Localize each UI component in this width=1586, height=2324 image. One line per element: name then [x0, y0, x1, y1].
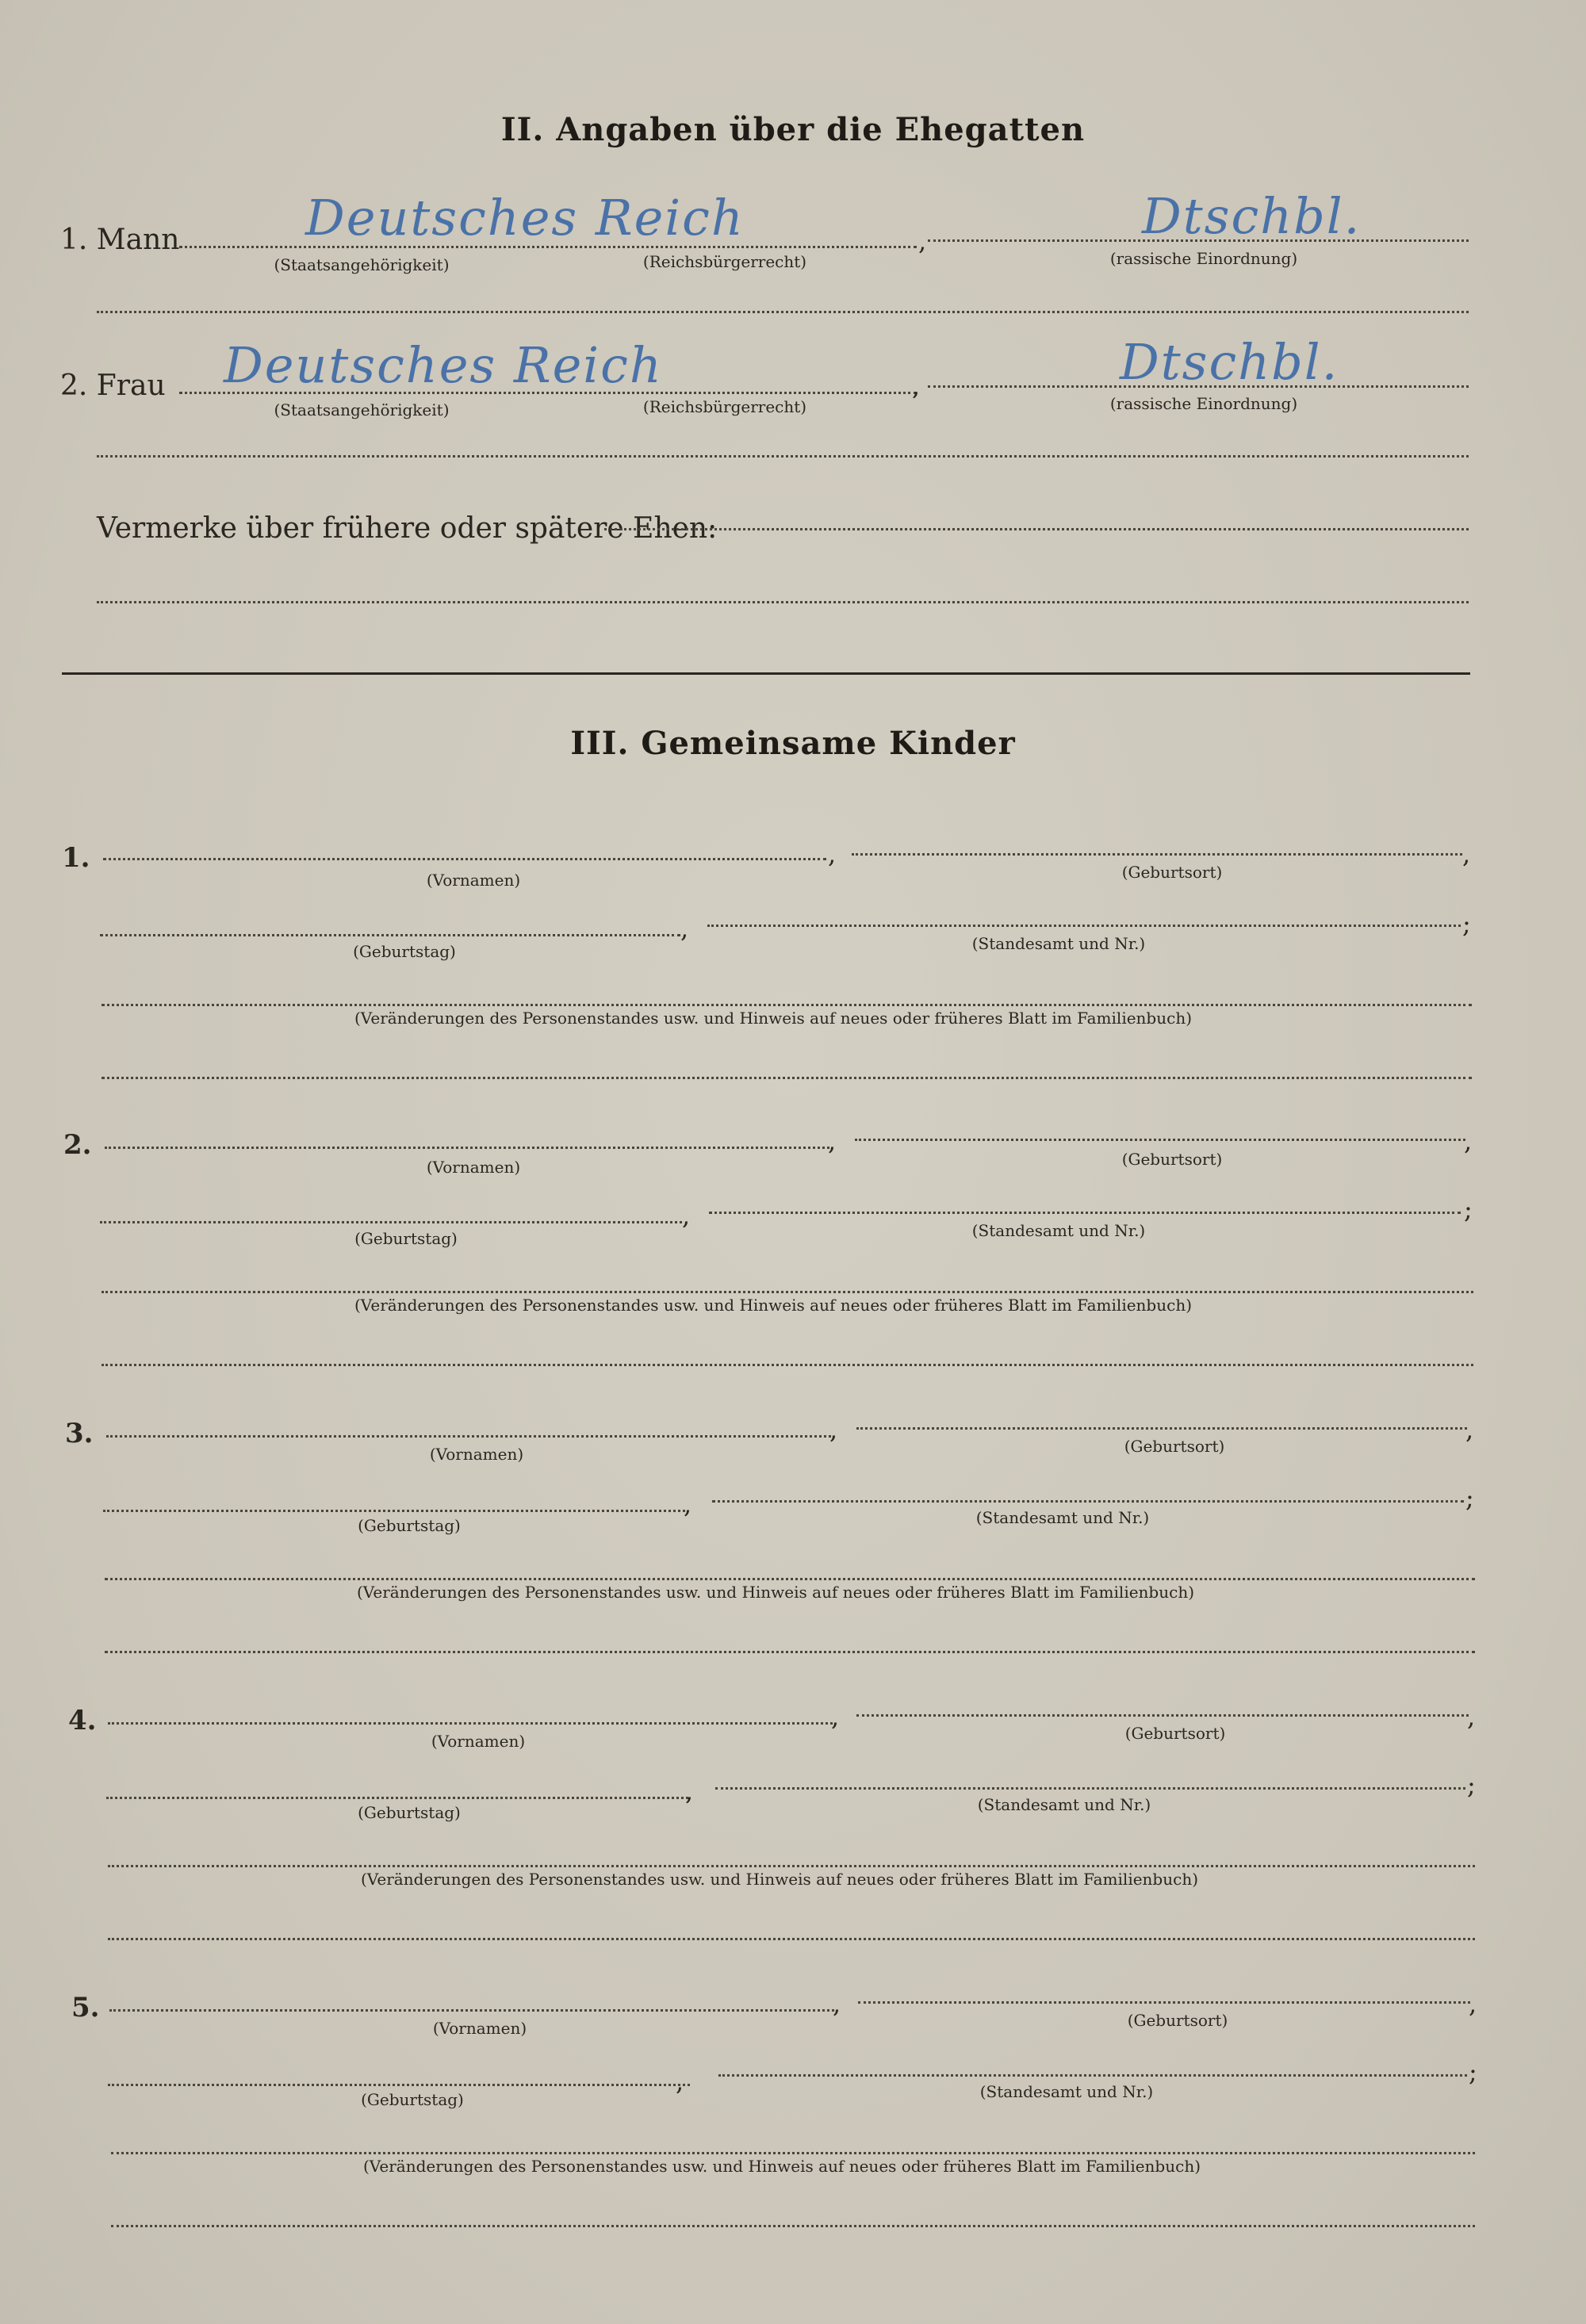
frau-extra-line[interactable]: [97, 455, 1469, 458]
semicolon: ;: [1467, 1770, 1476, 1800]
semicolon: ;: [1465, 1483, 1474, 1513]
child-number: 1.: [62, 842, 90, 874]
caption-geburtsort: (Geburtsort): [1127, 2011, 1228, 2030]
caption-standesamt: (Standesamt und Nr.): [971, 934, 1146, 953]
caption-geburtsort: (Geburtsort): [1124, 1724, 1226, 1743]
caption-geburtstag: (Geburtstag): [358, 1803, 461, 1822]
child-standesamt-line[interactable]: [709, 1212, 1461, 1214]
comma: ,: [828, 839, 837, 869]
comma: ,: [1467, 1702, 1476, 1732]
caption-standesamt: (Standesamt und Nr.): [979, 2082, 1154, 2101]
child-standesamt-line[interactable]: [712, 1500, 1464, 1503]
caption-reichsbuergerrecht: (Reichsbürgerrecht): [642, 252, 807, 271]
caption-vornamen: (Vornamen): [432, 2019, 527, 2038]
caption-staatsangehoerigkeit: (Staatsangehörigkeit): [274, 400, 450, 419]
caption-rassische-einordnung: (rassische Einordnung): [1109, 249, 1298, 268]
caption-rassische-einordnung: (rassische Einordnung): [1109, 394, 1298, 413]
child-standesamt-line[interactable]: [718, 2074, 1467, 2077]
child-vornamen-line[interactable]: [103, 858, 826, 860]
child-geburtsort-line[interactable]: [852, 853, 1462, 856]
child-veraenderungen-line[interactable]: [102, 1004, 1472, 1006]
child-vornamen-line[interactable]: [109, 2009, 834, 2012]
child-number: 5.: [71, 1992, 100, 2023]
child-extra-line[interactable]: [111, 2225, 1475, 2227]
caption-vornamen: (Vornamen): [431, 1732, 526, 1751]
caption-veraenderungen: (Veränderungen des Personenstandes usw. und Hinweis auf neues oder früheres Blatt im Familienbuch): [363, 2157, 1201, 2176]
frau-staatsangehoerigkeit-value: Deutsches Reich: [224, 336, 663, 394]
child-geburtstag-line[interactable]: [103, 1510, 685, 1512]
comma: ,: [828, 1126, 837, 1156]
comma: ,: [829, 1415, 838, 1445]
child-number: 4.: [68, 1705, 97, 1736]
vermerke-line-2[interactable]: [97, 601, 1469, 603]
comma: ,: [1462, 839, 1471, 869]
mann-extra-line[interactable]: [97, 311, 1469, 313]
child-veraenderungen-line[interactable]: [108, 1865, 1475, 1867]
semicolon: ;: [1462, 909, 1471, 939]
mann-staatsangehoerigkeit-value: Deutsches Reich: [305, 189, 745, 247]
child-vornamen-line[interactable]: [108, 1722, 833, 1725]
section-2-title: II. Angaben über die Ehegatten: [500, 111, 1086, 148]
caption-staatsangehoerigkeit: (Staatsangehörigkeit): [274, 255, 450, 274]
child-standesamt-line[interactable]: [715, 1787, 1465, 1790]
comma: ,: [676, 2066, 684, 2096]
child-veraenderungen-line[interactable]: [105, 1578, 1475, 1580]
child-geburtsort-line[interactable]: [858, 2001, 1470, 2004]
vermerke-line-1[interactable]: [604, 528, 1469, 530]
child-extra-line[interactable]: [108, 1938, 1475, 1940]
caption-standesamt: (Standesamt und Nr.): [975, 1508, 1150, 1527]
caption-standesamt: (Standesamt und Nr.): [971, 1221, 1146, 1240]
caption-standesamt: (Standesamt und Nr.): [977, 1795, 1151, 1814]
mann-label: 1. Mann: [60, 224, 180, 256]
child-geburtstag-line[interactable]: [106, 1797, 688, 1799]
child-vornamen-line[interactable]: [106, 1435, 831, 1438]
caption-geburtstag: (Geburtstag): [353, 942, 456, 961]
caption-veraenderungen: (Veränderungen des Personenstandes usw. und Hinweis auf neues oder früheres Blatt im Familienbuch): [357, 1583, 1194, 1602]
section-divider: [62, 672, 1470, 675]
caption-veraenderungen: (Veränderungen des Personenstandes usw. und Hinweis auf neues oder früheres Blatt im Familienbuch): [354, 1296, 1192, 1315]
caption-geburtsort: (Geburtsort): [1124, 1437, 1225, 1456]
caption-geburtstag: (Geburtstag): [354, 1229, 458, 1248]
comma: ,: [1464, 1126, 1473, 1156]
comma: ,: [1465, 1415, 1474, 1445]
semicolon: ;: [1469, 2057, 1477, 2087]
child-extra-line[interactable]: [105, 1651, 1475, 1653]
semicolon: ;: [1464, 1194, 1473, 1224]
child-veraenderungen-line[interactable]: [102, 1291, 1473, 1293]
child-geburtstag-line[interactable]: [108, 2084, 690, 2086]
comma: ,: [1469, 1989, 1477, 2019]
section-3-title: III. Gemeinsame Kinder: [570, 725, 1016, 762]
comma: ,: [918, 226, 927, 256]
child-standesamt-line[interactable]: [707, 925, 1461, 927]
child-veraenderungen-line[interactable]: [111, 2152, 1475, 2154]
comma: ,: [912, 371, 921, 401]
child-geburtsort-line[interactable]: [856, 1427, 1467, 1430]
child-geburtsort-line[interactable]: [856, 1714, 1469, 1717]
frau-label: 2. Frau: [60, 369, 166, 402]
child-extra-line[interactable]: [102, 1077, 1472, 1079]
caption-vornamen: (Vornamen): [426, 1158, 521, 1177]
caption-geburtsort: (Geburtsort): [1121, 863, 1223, 882]
caption-vornamen: (Vornamen): [426, 871, 521, 890]
comma: ,: [831, 1702, 840, 1732]
frau-rasse-value: Dtschbl.: [1120, 333, 1339, 391]
child-geburtsort-line[interactable]: [855, 1139, 1465, 1141]
comma: ,: [680, 913, 689, 944]
child-number: 2.: [63, 1129, 92, 1161]
comma: ,: [685, 1776, 694, 1806]
caption-veraenderungen: (Veränderungen des Personenstandes usw. und Hinweis auf neues oder früheres Blatt im Familienbuch): [354, 1009, 1192, 1028]
child-geburtstag-line[interactable]: [100, 934, 680, 936]
child-number: 3.: [65, 1418, 94, 1449]
comma: ,: [833, 1989, 841, 2019]
caption-reichsbuergerrecht: (Reichsbürgerrecht): [642, 397, 807, 416]
comma: ,: [684, 1489, 692, 1519]
caption-geburtstag: (Geburtstag): [358, 1516, 461, 1535]
child-geburtstag-line[interactable]: [100, 1221, 682, 1223]
caption-geburtstag: (Geburtstag): [361, 2090, 464, 2109]
vermerke-label: Vermerke über frühere oder spätere Ehen:: [97, 512, 718, 545]
caption-veraenderungen: (Veränderungen des Personenstandes usw. und Hinweis auf neues oder früheres Blatt im Familienbuch): [361, 1870, 1198, 1889]
child-vornamen-line[interactable]: [105, 1147, 829, 1149]
caption-geburtsort: (Geburtsort): [1121, 1150, 1223, 1169]
mann-rasse-value: Dtschbl.: [1142, 187, 1362, 245]
caption-vornamen: (Vornamen): [429, 1445, 524, 1464]
comma: ,: [682, 1200, 691, 1231]
child-extra-line[interactable]: [102, 1364, 1473, 1366]
